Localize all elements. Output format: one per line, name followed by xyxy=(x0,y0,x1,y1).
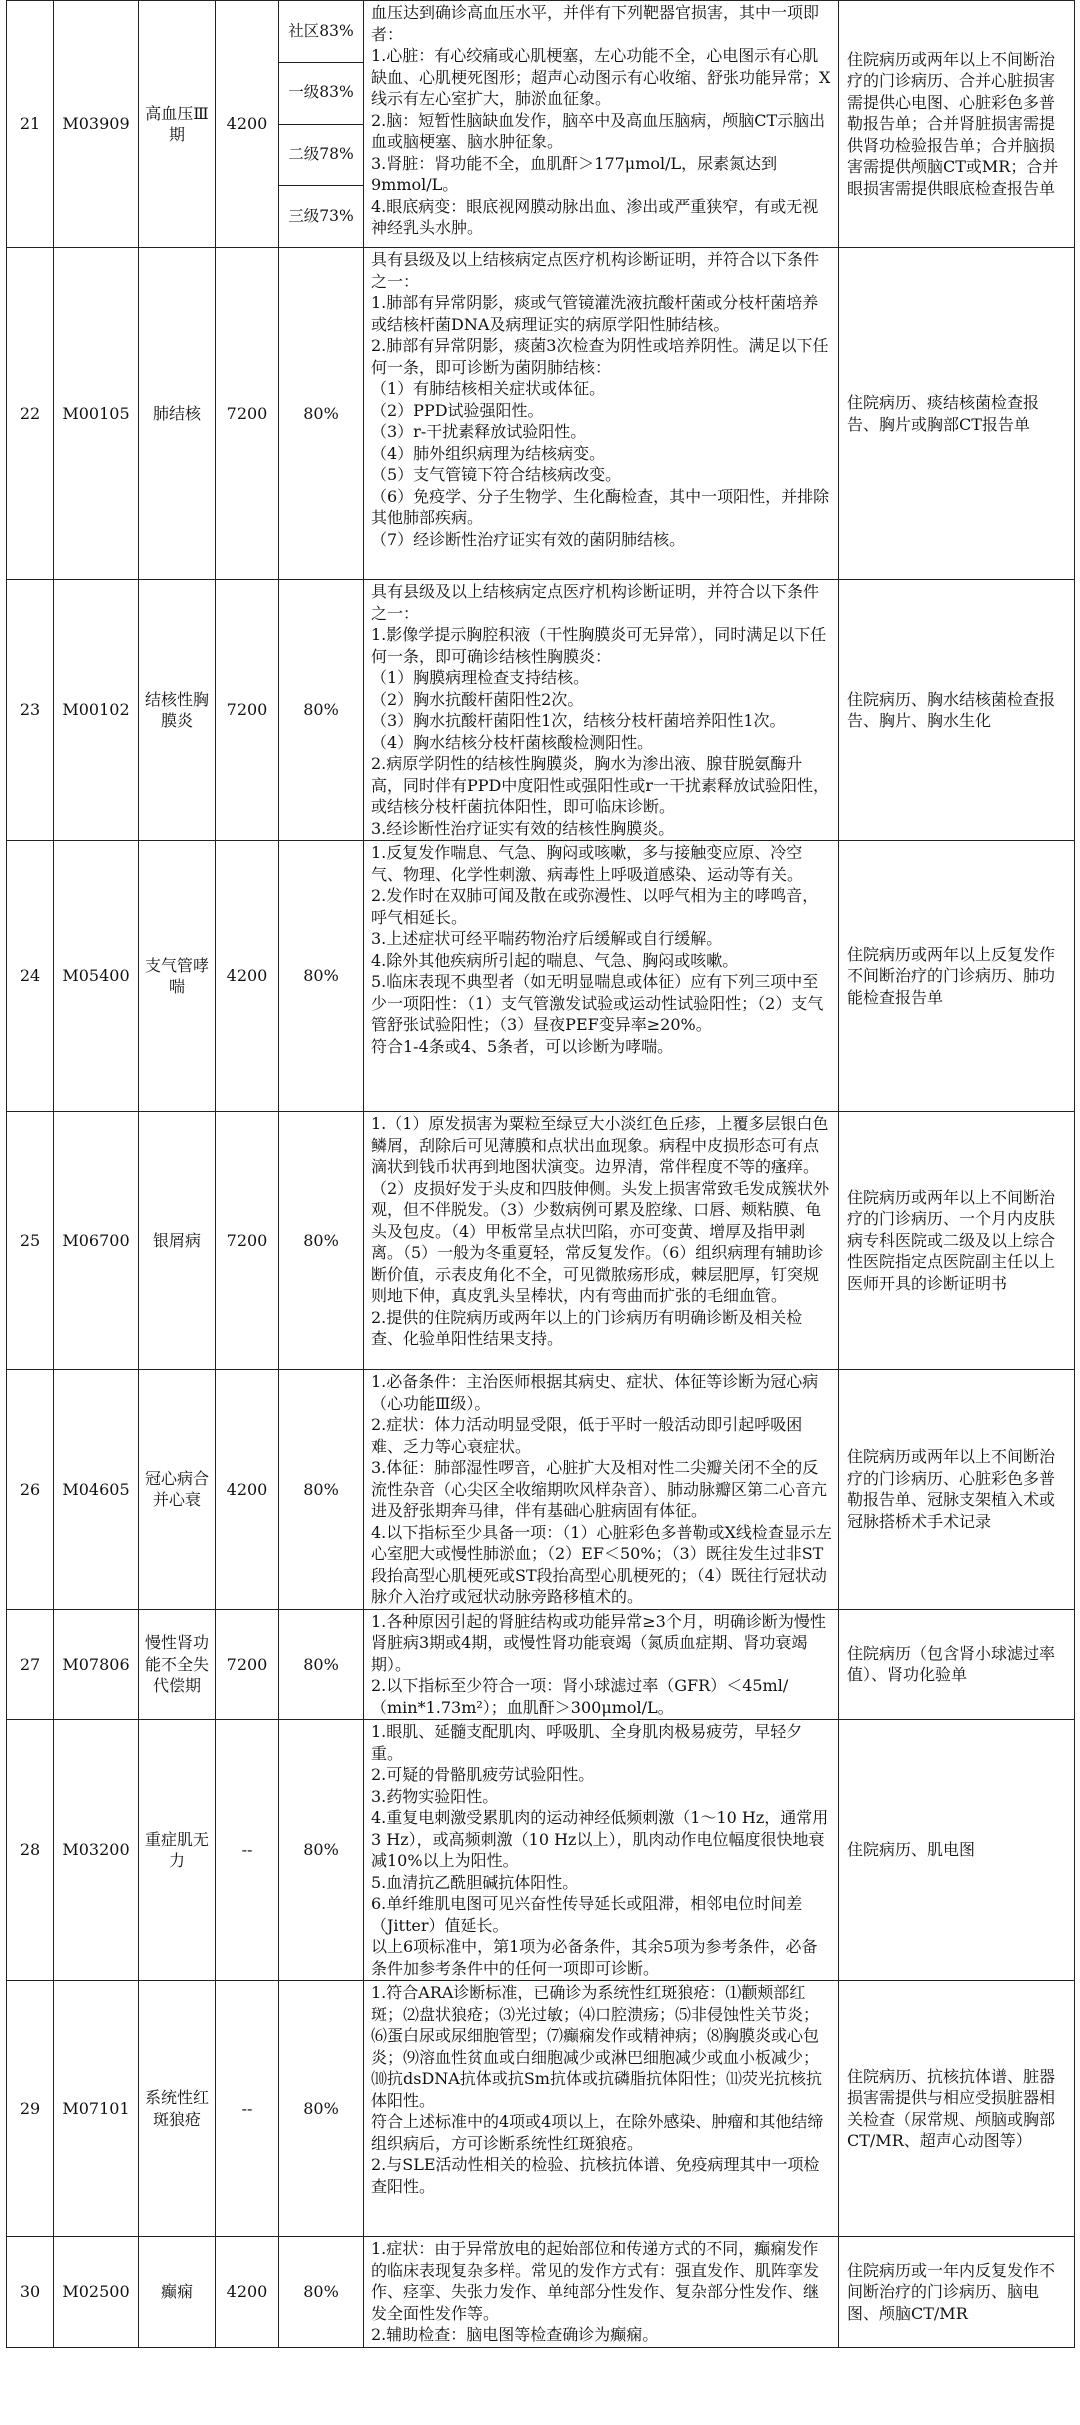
diagnostic-criteria xyxy=(364,1981,839,2237)
reimbursement-levels xyxy=(279,1,364,248)
criteria-line: 血压达到确诊高血压水平，并伴有下列靶器官损害，其中一项即者： xyxy=(371,3,820,44)
disease-criteria-table xyxy=(6,0,1075,2348)
criteria-line: （4）胸水结核分枝杆菌核酸检测阳性。 xyxy=(371,732,654,752)
criteria-line: 1.（1）原发损害为粟粒至绿豆大小淡红色丘疹，上覆多层银白色鳞屑，刮除后可见薄膜和点状出血现象。病程中皮损形态可有点滴状到钱币状再到地图状演变。边界清，常伴程度不等的瘙痒。（2）皮损好发于头皮和四肢伸侧。头发上损害常致毛发成簇状外观，但不伴脱发。（3）少数病例可累及腔缘、口唇、颊粘膜、龟头及包皮。（4）甲板常呈点状凹陷，亦可变黄、增厚及指甲剥离。（5）一般为冬重夏轻，常反复发作。（6）组织病理有辅助诊断价值，示表皮角化不全，可见微脓疡形成，棘层肥厚，钉突规则地下伸，真皮乳头呈棒状，内有弯曲而扩张的毛细血管。 xyxy=(371,1114,830,1305)
reimbursement-rate: 80% xyxy=(279,2237,364,2348)
disease-code: M00105 xyxy=(54,248,139,580)
required-materials: 住院病历（包含肾小球滤过率值）、肾功化验单 xyxy=(839,1609,1075,1720)
criteria-line: 3.体征：肺部湿性啰音，心脏扩大及相对性二尖瓣关闭不全的反流性杂音（心尖区全收缩期吹风样杂音）、肺动脉瓣区第二心音亢进及舒张期奔马律，伴有基础心脏病固有体征。 xyxy=(371,1458,828,1520)
reimbursement-level: 二级78% xyxy=(279,125,363,187)
diagnostic-criteria xyxy=(364,580,839,841)
payment-amount: 7200 xyxy=(216,580,279,841)
criteria-line: 3.经诊断性治疗证实有效的结核性胸膜炎。 xyxy=(371,818,675,838)
criteria-line: 具有县级及以上结核病定点医疗机构诊断证明，并符合以下条件之一： xyxy=(371,582,820,623)
reimbursement-rate: 80% xyxy=(279,1609,364,1720)
diagnostic-criteria xyxy=(364,1112,839,1370)
row-number: 26 xyxy=(7,1370,54,1610)
disease-code: M00102 xyxy=(54,580,139,841)
criteria-line: （2）PPD试验强阳性。 xyxy=(371,400,544,420)
criteria-line: 2.症状：体力活动明显受限，低于平时一般活动即引起呼吸困难、乏力等心衰症状。 xyxy=(371,1415,803,1456)
disease-name: 银屑病 xyxy=(139,1112,216,1370)
reimbursement-rate: 80% xyxy=(279,1112,364,1370)
table-row xyxy=(7,1112,1075,1370)
required-materials: 住院病历或两年以上不间断治疗的门诊病历、一个月内皮肤病专科医院或二级及以上综合性医院指定点医院副主任以上医师开具的诊断证明书 xyxy=(839,1112,1075,1370)
criteria-line: 2.与SLE活动性相关的检验、抗核抗体谱、免疫病理其中一项检查阳性。 xyxy=(371,2155,820,2196)
criteria-line: 符合上述标准中的4项或4项以上，在除外感染、肿瘤和其他结缔组织病后，方可诊断系统性红斑狼疮。 xyxy=(371,2112,824,2153)
row-number: 21 xyxy=(7,1,54,248)
table-row xyxy=(7,1609,1075,1720)
row-number: 29 xyxy=(7,1981,54,2237)
row-number: 23 xyxy=(7,580,54,841)
disease-code: M03200 xyxy=(54,1720,139,1981)
diagnostic-criteria xyxy=(364,841,839,1112)
diagnostic-criteria xyxy=(364,1720,839,1981)
payment-amount: 4200 xyxy=(216,841,279,1112)
criteria-line: 2.提供的住院病历或两年以上的门诊病历有明确诊断及相关检查、化验单阳性结果支持。 xyxy=(371,1307,803,1348)
criteria-line: （6）免疫学、分子生物学、生化酶检查，其中一项阳性，并排除其他肺部疾病。 xyxy=(371,486,830,527)
diagnostic-criteria xyxy=(364,248,839,580)
disease-name: 支气管哮喘 xyxy=(139,841,216,1112)
table-row xyxy=(7,2237,1075,2348)
criteria-line: （5）支气管镜下符合结核病改变。 xyxy=(371,465,622,484)
row-number: 28 xyxy=(7,1720,54,1981)
criteria-line: 2.肺部有异常阴影，痰菌3次检查为阴性或培养阴性。满足以下任何一条，即可诊断为菌阴肺结核： xyxy=(371,336,829,377)
criteria-line: 2.以下指标至少符合一项：肾小球滤过率（GFR）＜45ml/（min*1.73m²）；血肌酐＞300μmol/L。 xyxy=(371,1676,789,1717)
reimbursement-rate: 80% xyxy=(279,1720,364,1981)
criteria-line: 1.肺部有异常阴影，痰或气管镜灌洗液抗酸杆菌或分枝杆菌培养或结核杆菌DNA及病理证实的病原学阳性肺结核。 xyxy=(371,293,819,334)
criteria-line: （4）肺外组织病理为结核病变。 xyxy=(371,443,606,463)
diagnostic-criteria xyxy=(364,2237,839,2348)
payment-amount: 4200 xyxy=(216,1370,279,1610)
disease-name: 高血压Ⅲ期 xyxy=(139,1,216,248)
criteria-line: 3.药物实验阳性。 xyxy=(371,1786,499,1806)
criteria-line: 1.反复发作喘息、气急、胸闷或咳嗽，多与接触变应原、冷空气、物理、化学性刺激、病毒性上呼吸道感染、运动等有关。 xyxy=(371,843,804,884)
reimbursement-rate: 80% xyxy=(279,841,364,1112)
disease-code: M06700 xyxy=(54,1112,139,1370)
reimbursement-level: 社区83% xyxy=(279,1,363,63)
disease-name: 癫痫 xyxy=(139,2237,216,2348)
reimbursement-rate: 80% xyxy=(279,248,364,580)
criteria-line: 1.症状：由于异常放电的起始部位和传递方式的不同，癫痫发作的临床表现复杂多样。常见的发作方式有：强直发作、肌阵挛发作、痉挛、失张力发作、单纯部分性发作、复杂部分性发作、继发全面性发作等。 xyxy=(371,2239,820,2323)
criteria-line: 符合1-4条或4、5条者，可以诊断为哮喘。 xyxy=(371,1036,674,1056)
criteria-line: 5.血清抗乙酰胆碱抗体阳性。 xyxy=(371,1872,579,1892)
criteria-line: （1）有肺结核相关症状或体征。 xyxy=(371,379,606,398)
criteria-line: （3）胸水抗酸杆菌阳性1次，结核分枝杆菌培养阳性1次。 xyxy=(371,711,786,730)
required-materials: 住院病历、抗核抗体谱、脏器损害需提供与相应受损脏器相关检查（尿常规、颅脑或胸部CT/MR、超声心动图等） xyxy=(839,1981,1075,2237)
table-row xyxy=(7,841,1075,1112)
criteria-line: 2.辅助检查：脑电图等检查确诊为癫痫。 xyxy=(371,2325,659,2344)
criteria-line: 2.病原学阴性的结核性胸膜炎，胸水为渗出液、腺苷脱氨酶升高，同时伴有PPD中度阳性或强阳性或r一干扰素释放试验阳性，或结核分枝杆菌抗体阳性，即可临床诊断。 xyxy=(371,754,830,816)
criteria-line: 4.眼底病变：眼底视网膜动脉出血、渗出或严重狭窄，有或无视神经乳头水肿。 xyxy=(371,196,819,237)
payment-amount: 7200 xyxy=(216,248,279,580)
diagnostic-criteria xyxy=(364,1,839,248)
disease-name: 系统性红斑狼疮 xyxy=(139,1981,216,2237)
required-materials: 住院病历、痰结核菌检查报告、胸片或胸部CT报告单 xyxy=(839,248,1075,580)
disease-name: 慢性肾功能不全失代偿期 xyxy=(139,1609,216,1720)
table-row xyxy=(7,1,1075,248)
criteria-line: （1）胸膜病理检查支持结核。 xyxy=(371,668,590,687)
criteria-line: 2.脑：短暂性脑缺血发作，脑卒中及高血压脑病，颅脑CT示脑出血或脑梗塞、脑水肿征象。 xyxy=(371,110,826,151)
payment-amount: -- xyxy=(216,1981,279,2237)
table-row xyxy=(7,580,1075,841)
disease-code: M05400 xyxy=(54,841,139,1112)
payment-amount: -- xyxy=(216,1720,279,1981)
criteria-line: 1.影像学提示胸腔积液（干性胸膜炎可无异常），同时满足以下任何一条，即可确诊结核性胸膜炎： xyxy=(371,625,827,666)
disease-name: 冠心病合并心衰 xyxy=(139,1370,216,1610)
row-number: 24 xyxy=(7,841,54,1112)
disease-code: M04605 xyxy=(54,1370,139,1610)
required-materials: 住院病历、胸水结核菌检查报告、胸片、胸水生化 xyxy=(839,580,1075,841)
criteria-line: （3）r-干扰素释放试验阳性。 xyxy=(371,422,587,441)
diagnostic-criteria xyxy=(364,1370,839,1610)
required-materials: 住院病历或两年以上不间断治疗的门诊病历、心脏彩色多普勒报告单、冠脉支架植入术或冠脉搭桥术手术记录 xyxy=(839,1370,1075,1610)
criteria-line: 4.重复电刺激受累肌肉的运动神经低频刺激（1～10 Hz，通常用3 Hz），或高频刺激（10 Hz以上），肌肉动作电位幅度很快地衰减10%以上为阳性。 xyxy=(371,1808,829,1870)
disease-name: 重症肌无力 xyxy=(139,1720,216,1981)
criteria-line: 以上6项标准中，第1项为必备条件，其余5项为参考条件，必备条件加参考条件中的任何一项即可诊断。 xyxy=(371,1937,818,1978)
reimbursement-rate: 80% xyxy=(279,1981,364,2237)
criteria-line: 2.可疑的骨骼肌疲劳试验阳性。 xyxy=(371,1765,595,1784)
disease-code: M03909 xyxy=(54,1,139,248)
criteria-line: （7）经诊断性治疗证实有效的菌阴肺结核。 xyxy=(371,529,686,549)
disease-code: M02500 xyxy=(54,2237,139,2348)
criteria-line: 6.单纤维肌电图可见兴奋性传导延长或阻滞，相邻电位时间差（Jitter）值延长。 xyxy=(371,1894,803,1935)
criteria-line: 1.眼肌、延髓支配肌肉、呼吸肌、全身肌肉极易疲劳，早轻夕重。 xyxy=(371,1722,803,1763)
row-number: 25 xyxy=(7,1112,54,1370)
row-number: 27 xyxy=(7,1609,54,1720)
diagnostic-criteria xyxy=(364,1609,839,1720)
criteria-line: 1.符合ARA诊断标准，已确诊为系统性红斑狼疮：⑴颧颊部红斑；⑵盘状狼疮；⑶光过敏；⑷口腔溃疡；⑸非侵蚀性关节炎；⑹蛋白尿或尿细胞管型；⑺癫痫发作或精神病；⑻胸膜炎或心包炎；⑼溶血性贫血或白细胞减少或淋巴细胞减少或血小板减少；⑽抗dsDNA抗体或抗Sm抗体或抗磷脂抗体阳性；⑾荧光抗核抗体阳性。 xyxy=(371,1983,822,2110)
table-row xyxy=(7,1720,1075,1981)
criteria-line: 5.临床表现不典型者（如无明显喘息或体征）应有下列三项中至少一项阳性：（1）支气管激发试验或运动性试验阳性；（2）支气管舒张试验阳性；（3）昼夜PEF变异率≥20%。 xyxy=(371,972,824,1034)
criteria-line: 1.必备条件：主治医师根据其病史、症状、体征等诊断为冠心病（心功能Ⅲ级）。 xyxy=(371,1372,819,1413)
criteria-line: 1.心脏：有心绞痛或心肌梗塞，左心功能不全，心电图示有心肌缺血、心肌梗死图形；超声心动图示有心收缩、舒张功能异常；X线示有左心室扩大，肺淤血征象。 xyxy=(371,46,831,108)
required-materials: 住院病历、肌电图 xyxy=(839,1720,1075,1981)
row-number: 30 xyxy=(7,2237,54,2348)
payment-amount: 4200 xyxy=(216,2237,279,2348)
disease-code: M07806 xyxy=(54,1609,139,1720)
criteria-line: 3.肾脏：肾功能不全，血肌酐＞177μmol/L，尿素氮达到9mmol/L。 xyxy=(371,153,778,194)
payment-amount: 7200 xyxy=(216,1112,279,1370)
disease-name: 结核性胸膜炎 xyxy=(139,580,216,841)
required-materials: 住院病历或两年以上不间断治疗的门诊病历、合并心脏损害需提供心电图、心脏彩色多普勒报告单；合并肾脏损害需提供肾功检验报告单；合并脑损害需提供颅脑CT或MR；合并眼损害需提供眼底检查报告单 xyxy=(839,1,1075,248)
disease-code: M07101 xyxy=(54,1981,139,2237)
table-row xyxy=(7,1370,1075,1610)
payment-amount: 7200 xyxy=(216,1609,279,1720)
criteria-line: （2）胸水抗酸杆菌阳性2次。 xyxy=(371,689,584,709)
criteria-line: 4.除外其他疾病所引起的喘息、气急、胸闷或咳嗽。 xyxy=(371,950,739,970)
required-materials: 住院病历或一年内反复发作不间断治疗的门诊病历、脑电图、颅脑CT/MR xyxy=(839,2237,1075,2348)
table-row xyxy=(7,1981,1075,2237)
payment-amount: 4200 xyxy=(216,1,279,248)
row-number: 22 xyxy=(7,248,54,580)
criteria-line: 1.各种原因引起的肾脏结构或功能异常≥3个月，明确诊断为慢性肾脏病3期或4期，或慢性肾功能衰竭（氮质血症期、肾功衰竭期）。 xyxy=(371,1611,826,1674)
criteria-line: 具有县级及以上结核病定点医疗机构诊断证明，并符合以下条件之一： xyxy=(371,250,820,291)
criteria-line: 3.上述症状可经平喘药物治疗后缓解或自行缓解。 xyxy=(371,929,723,948)
reimbursement-rate: 80% xyxy=(279,1370,364,1610)
reimbursement-level: 三级73% xyxy=(288,206,354,225)
reimbursement-level: 一级83% xyxy=(279,63,363,125)
criteria-line: 2.发作时在双肺可闻及散在或弥漫性、以呼气相为主的哮鸣音，呼气相延长。 xyxy=(371,886,819,927)
required-materials: 住院病历或两年以上反复发作不间断治疗的门诊病历、肺功能检查报告单 xyxy=(839,841,1075,1112)
table-row xyxy=(7,248,1075,580)
reimbursement-rate: 80% xyxy=(279,580,364,841)
disease-name: 肺结核 xyxy=(139,248,216,580)
criteria-line: 4.以下指标至少具备一项：（1）心脏彩色多普勒或X线检查显示左心室肥大或慢性肺淤血；（2）EF＜50%；（3）既往发生过非ST段抬高型心肌梗死或ST段抬高型心肌梗死的；（4）既往行冠状动脉介入治疗或冠状动脉旁路移植术的。 xyxy=(371,1522,832,1606)
